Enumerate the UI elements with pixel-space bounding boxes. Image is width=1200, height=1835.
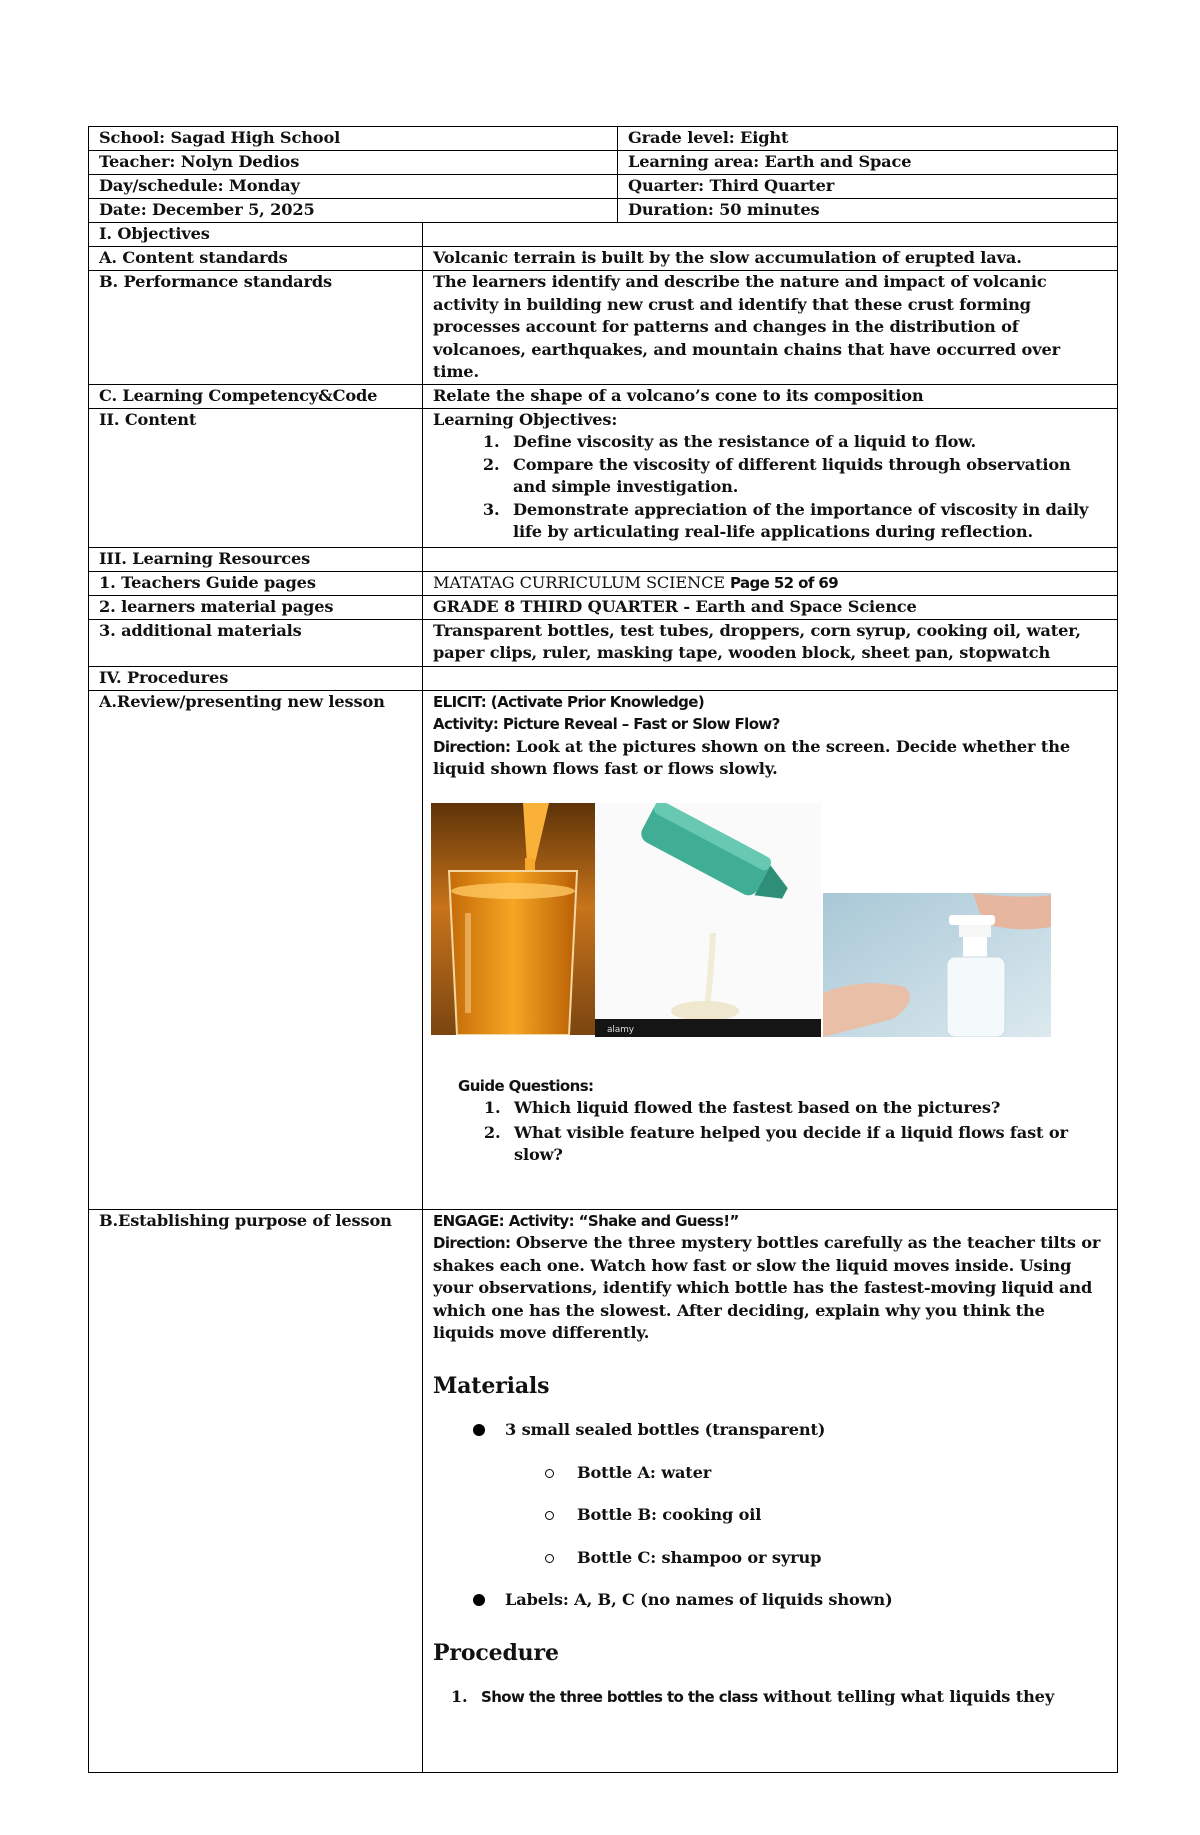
tg-page: Page 52 of 69 [729,573,839,592]
orange-juice-image [431,803,595,1035]
resources-row [89,547,1118,571]
area-cell: Learning area: Earth and Space [618,151,1118,175]
competency-value: Relate the shape of a volcano’s cone to its composition [423,384,1118,408]
purpose-label: B.Establishing purpose of lesson [89,1209,423,1772]
competency-label: C. Learning Competency&Code [89,384,423,408]
empty-cell [423,547,1118,571]
list-item: 2. What visible feature helped you decide if a liquid flows fast or slow? [506,1122,1107,1167]
list-item [473,1589,1107,1612]
glue-bottle-image [595,803,821,1037]
performance-standards-value: The learners identify and describe the nature and impact of volcanic activity in building new crust and identify that these crust forming processes account for patterns and changes in the distribution of volcanoes, earthquakes, and mountain chains that have occurred over time. [423,271,1118,385]
duration-cell: Duration: 50 minutes [618,199,1118,223]
engage-direction-label: Direction: [433,1234,511,1252]
guide-questions [433,1075,1107,1167]
content-standards-row [89,247,1118,271]
direction-body: Look at the pictures shown on the screen. Decide whether the liquid shown flows fast or flows slowly. [433,736,1070,778]
objectives-row [89,223,1118,247]
list-item: 1. Which liquid flowed the fastest based on the pictures? [506,1097,1107,1120]
tg-value [423,571,1118,595]
direction-text [433,736,1107,781]
lesson-plan [88,126,1117,1773]
learning-objectives-heading: Learning Objectives: [433,409,618,429]
step-bold-text: Show the three bottles to the class [481,1688,758,1706]
date-cell: Date: December 5, 2025 [89,199,618,223]
glue-bottle-illustration [595,803,821,1037]
picture-row [433,803,1107,1045]
additional-value: Transparent bottles, test tubes, droppers, corn syrup, cooking oil, water, paper clips, ruler, masking tape, wooden block, sheet pan, stopwatch [423,619,1118,666]
header-row [89,199,1118,223]
review-content [423,690,1118,1209]
empty-cell [423,223,1118,247]
bottle-item-text: Bottle C: shampoo or syrup [577,1547,822,1567]
teacher-cell: Teacher: Nolyn Dedios [89,151,618,175]
content-standards-value: Volcanic terrain is built by the slow accumulation of erupted lava. [423,247,1118,271]
circle-bullet-icon [545,1554,554,1563]
list-item: 1. Define viscosity as the resistance of a liquid to flow. [505,431,1107,454]
purpose-row [89,1209,1118,1772]
direction-label: Direction: [433,737,511,756]
bottle-item-text: Bottle A: water [577,1462,712,1482]
circle-bullet-icon [545,1469,554,1478]
bottle-item-text: Bottle B: cooking oil [577,1505,762,1524]
lesson-plan-table [88,126,1118,1773]
lm-value: GRADE 8 THIRD QUARTER - Earth and Space Science [423,595,1118,619]
engage-heading: ENGAGE: Activity: “Shake and Guess!” [433,1211,739,1230]
objectives-label: I. Objectives [89,223,423,247]
additional-label: 3. additional materials [89,619,423,666]
sanitizer-illustration [823,893,1051,1037]
content-row [89,408,1118,547]
content-standards-label: A. Content standards [89,247,423,271]
purpose-content [423,1209,1118,1772]
bullet-icon [473,1594,485,1606]
additional-row [89,619,1118,666]
materials-list [433,1419,1107,1612]
school-cell: School: Sagad High School [89,127,618,151]
review-row [89,690,1118,1209]
guide-questions-heading: Guide Questions: [458,1076,594,1095]
procedures-label: IV. Procedures [89,666,423,690]
resources-label: III. Learning Resources [89,547,423,571]
content-label: II. Content [89,408,423,547]
performance-standards-label: B. Performance standards [89,271,423,385]
lm-row [89,595,1118,619]
learning-objectives-list [433,431,1107,544]
engage-direction [433,1232,1107,1345]
competency-row [89,384,1118,408]
review-label: A.Review/presenting new lesson [89,690,423,1209]
bullet-icon [473,1424,485,1436]
activity-heading: Activity: Picture Reveal – Fast or Slow Flow? [433,715,780,733]
list-item: 3. Demonstrate appreciation of the importance of viscosity in daily life by articulating real-life applications during reflection. [505,499,1107,544]
list-item [545,1462,1107,1485]
tg-label: 1. Teachers Guide pages [89,571,423,595]
empty-cell [423,666,1118,690]
header-row [89,151,1118,175]
labels-item-text: Labels: A, B, C (no names of liquids shown) [505,1590,893,1609]
image-watermark: alamy [607,1024,634,1035]
sanitizer-image [823,893,1051,1037]
content-value [423,408,1118,547]
circle-bullet-icon [545,1511,554,1520]
list-item [545,1504,1107,1527]
procedure-heading: Procedure [433,1639,559,1666]
quarter-cell: Quarter: Third Quarter [618,175,1118,199]
lm-label: 2. learners material pages [89,595,423,619]
materials-item-text: 3 small sealed bottles (transparent) [505,1420,826,1439]
procedures-row [89,666,1118,690]
header-row [89,175,1118,199]
header-row [89,127,1118,151]
day-cell: Day/schedule: Monday [89,175,618,199]
tg-row [89,571,1118,595]
performance-standards-row [89,271,1118,385]
procedure-list [433,1686,1107,1709]
guide-questions-list [458,1097,1107,1167]
list-item [473,1419,1107,1569]
bottles-list [505,1462,1107,1570]
engage-direction-body: Observe the three mystery bottles carefully as the teacher tilts or shakes each one. Watch how fast or slow the liquid moves inside. Using your observations, identify which bottle has the fastest-moving liquid and which one has the slowest. After deciding, explain why you think the liquids move differently. [433,1233,1101,1342]
elicit-heading: ELICIT: (Activate Prior Knowledge) [433,692,705,711]
grade-cell: Grade level: Eight [618,127,1118,151]
tg-text: MATATAG CURRICULUM SCIENCE [433,572,725,592]
orange-juice-illustration [431,803,595,1035]
step-text: without telling what liquids they [757,1687,1055,1706]
list-item [545,1547,1107,1570]
list-item [473,1686,1107,1709]
materials-heading: Materials [433,1372,550,1399]
list-item: 2. Compare the viscosity of different liquids through observation and simple investigation. [505,454,1107,499]
